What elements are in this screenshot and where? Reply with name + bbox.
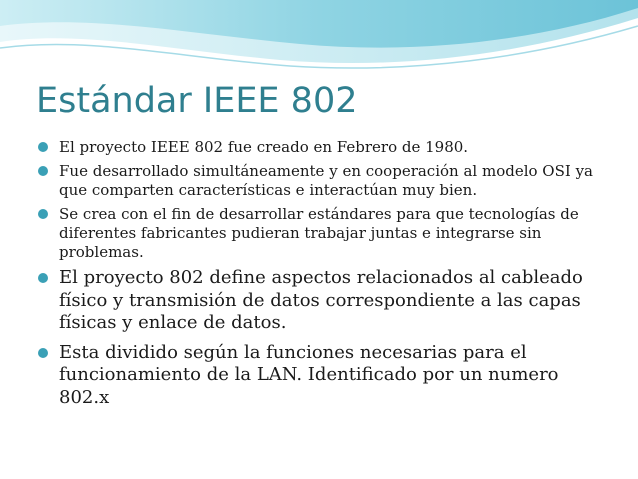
bullet-dot-icon [38,348,48,358]
list-item [36,267,602,335]
list-item [36,342,602,410]
slide-title: Estándar IEEE 802 [36,81,358,121]
list-item [36,162,602,200]
list-item [36,205,602,262]
bullet-text: El proyecto IEEE 802 fue creado en Febrero de 1980. [59,138,469,156]
bullet-dot-icon [38,166,48,176]
bullet-list [36,138,602,416]
bullet-dot-icon [38,209,48,219]
bullet-text: Se crea con el fin de desarrollar estándares para que tecnologías de diferentes fabricantes pudieran trabajar juntas e integrarse sin problemas. [59,205,579,261]
bullet-text: Fue desarrollado simultáneamente y en cooperación al modelo OSI ya que comparten características e interactúan muy bien. [59,162,593,199]
bullet-dot-icon [38,273,48,283]
list-item [36,138,602,157]
bullet-text: Esta dividido según la funciones necesarias para el funcionamiento de la LAN. Identificado por un numero 802.x [59,341,559,408]
bullet-dot-icon [38,142,48,152]
header-wave-decoration [0,0,638,80]
bullet-text: El proyecto 802 define aspectos relacionados al cableado físico y transmisión de datos correspondiente a las capas físicas y enlace de datos. [59,267,583,333]
